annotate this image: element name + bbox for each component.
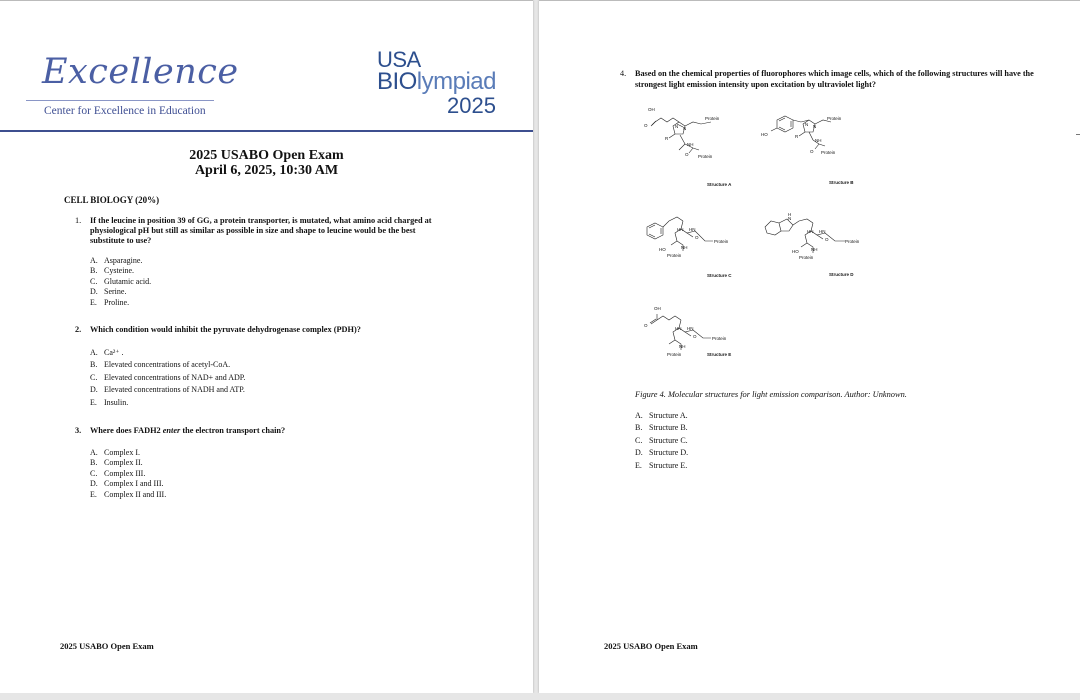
structure-label: Structure E [707,352,732,357]
option-d[interactable] [635,447,688,459]
option-d[interactable] [90,479,450,489]
option-text: Structure E. [649,460,688,470]
option-text: Proline. [104,297,130,307]
option-e[interactable] [90,398,450,408]
atom-label: Protein [667,352,682,357]
atom-label: R [665,136,669,141]
page-footer: 2025 USABO Open Exam [604,641,698,651]
atom-label: HN [675,326,682,331]
atom-label: OH [648,107,655,112]
option-b[interactable] [90,458,450,468]
option-text: Elevated concentrations of acetyl-CoA. [104,360,231,370]
question-3-stem [75,426,450,436]
structure-label: Structure B [829,180,854,185]
option-text: Complex II and III. [104,489,167,499]
structure-e-diagram [639,298,769,378]
atom-label: O [810,149,814,154]
option-letter: E. [635,460,642,470]
atom-label: NH [679,344,686,349]
atom-label: O [644,323,648,328]
question-number: 4. [620,69,627,78]
page-top-rule [539,0,1080,1]
question-3-options [75,448,450,500]
option-letter: C. [90,276,98,286]
atom-label: Protein [705,116,720,121]
atom-label: HO [761,132,768,137]
option-text: Cysteine. [104,266,134,276]
exam-page-1 [0,0,533,693]
option-d[interactable] [90,287,450,297]
option-letter: A. [90,448,98,457]
question-text [90,426,285,436]
atom-label: O [825,237,829,242]
question-4-options [635,410,688,472]
option-text: Serine. [104,287,127,297]
atom-label: Protein [698,154,713,159]
atom-label: NH [815,138,822,143]
atom-label: Protein [712,336,727,341]
atom-label: N [805,122,809,127]
atom-label: NH [687,142,694,147]
option-c[interactable] [90,277,450,287]
option-text: Structure D. [649,448,689,458]
option-letter: C. [635,435,643,445]
question-2-options [75,348,450,408]
option-letter: B. [90,360,98,370]
option-letter: B. [90,266,98,276]
option-e[interactable] [90,298,450,308]
atom-label: N [788,216,792,221]
option-d[interactable] [90,385,450,395]
logo-usa: USA [376,47,421,72]
question-text: Which condition would inhibit the pyruvate dehydrogenase complex (PDH)? [90,325,361,334]
option-letter: D. [635,448,643,458]
option-text: Insulin. [104,397,129,407]
question-2-stem [75,325,450,335]
question-text: If the leucine in position 39 of GG, a protein transporter, is mutated, what amino acid charged at physiological pH but still as similar as possible in size and shape to leucine would be the best substitute to use? [90,216,432,245]
option-a[interactable] [90,256,450,266]
option-e[interactable] [635,460,688,472]
option-text: Structure C. [649,435,688,445]
structure-d-diagram [759,205,889,285]
option-letter: A. [90,348,98,357]
option-letter: E. [90,397,97,407]
logo-bio: BIO [376,68,417,95]
usa-biolympiad-logo [376,47,496,118]
option-e[interactable] [90,490,450,500]
option-c[interactable] [90,469,450,479]
atom-label: Protein [845,239,860,244]
atom-label: O [685,152,689,157]
viewer-background [0,693,1080,700]
atom-label: HN [689,227,696,232]
atom-label: HN [677,227,684,232]
option-b[interactable] [90,360,450,370]
atom-label: Protein [667,253,682,258]
option-text: Ca²⁺ . [104,348,124,357]
exam-date: April 6, 2025, 10:30 AM [194,163,339,178]
option-a[interactable] [635,410,688,422]
question-1 [75,216,450,308]
atom-label: HO [659,247,666,252]
atom-label: N [813,124,817,129]
question-text-part: Where does FADH2 [90,426,163,435]
excellence-logo: Excellence [42,52,239,92]
option-letter: B. [635,423,643,433]
logo-year: 2025 [447,93,496,118]
option-text: Structure B. [649,423,688,433]
option-letter: B. [90,458,98,468]
option-c[interactable] [635,435,688,447]
figure-caption: Figure 4. Molecular structures for light emission comparison. Author: Unknown. [635,390,907,399]
structure-label: Structure D [829,272,854,277]
logo-lympiad: lympiad [416,68,496,95]
option-letter: A. [90,256,98,265]
option-letter: C. [90,468,98,478]
atom-label: HN [807,229,814,234]
option-text: Elevated concentrations of NADH and ATP. [104,385,245,395]
option-text: Glutamic acid. [104,276,152,286]
atom-label: HO [792,249,799,254]
option-a[interactable] [90,448,450,458]
option-letter: C. [90,372,98,382]
question-2 [75,325,450,408]
atom-label: O [644,123,648,128]
atom-label: OH [654,306,661,311]
logo-rule [26,100,214,101]
structure-label: Structure C [707,273,732,278]
option-c[interactable] [90,373,450,383]
option-text: Complex I. [104,448,140,457]
page-top-rule [0,0,533,1]
question-1-options [75,256,450,308]
option-letter: D. [90,479,98,489]
structure-a-diagram [639,100,769,192]
question-text-emphasis: enter [162,426,181,435]
atom-label: HN [687,326,694,331]
atom-label: HN [819,229,826,234]
question-number: 2. [75,325,82,334]
atom-label: Protein [799,255,814,260]
atom-label: NH [811,247,818,252]
question-4-stem [620,68,1040,90]
atom-label: Protein [821,150,836,155]
option-letter: A. [635,411,643,420]
excellence-logo-subtitle: Center for Excellence in Education [44,105,206,117]
option-text: Structure A. [649,411,688,420]
option-letter: E. [90,297,97,307]
question-1-stem [75,216,450,246]
option-a[interactable] [90,348,450,358]
atom-label: O [693,334,697,339]
atom-label: Protein [714,239,729,244]
atom-label: O [695,235,699,240]
option-text: Elevated concentrations of NAD+ and ADP. [104,372,246,382]
atom-label: Protein [827,116,842,121]
atom-label: R [795,134,799,139]
atom-label: N [683,126,687,131]
page-edge-mark [1076,134,1080,135]
question-text-part: the electron transport chain? [180,426,286,435]
structure-label: Structure A [707,182,732,187]
structure-b-diagram [759,100,889,192]
question-text: Based on the chemical properties of fluorophores which image cells, which of the following structures will have the strongest light emission intensity upon excitation by ultraviolet light? [635,69,1034,89]
option-text: Complex II. [104,458,143,468]
exam-title: 2025 USABO Open Exam [189,148,344,163]
atom-label: N [675,124,679,129]
atom-label: H [788,212,792,217]
option-letter: D. [90,287,98,297]
question-3 [75,426,450,500]
structure-c-diagram [639,205,769,285]
header-rule [0,130,533,132]
option-letter: E. [90,489,97,499]
question-number: 3. [75,426,82,435]
option-text: Asparagine. [104,256,143,265]
page-footer: 2025 USABO Open Exam [60,641,154,651]
option-text: Complex I and III. [104,479,164,489]
option-letter: D. [90,385,98,395]
question-number: 1. [75,216,82,225]
option-b[interactable] [90,266,450,276]
section-heading: CELL BIOLOGY (20%) [64,195,160,205]
logo-biolympiad [377,70,496,94]
exam-page-2 [539,0,1080,693]
option-text: Complex III. [104,468,146,478]
option-b[interactable] [635,422,688,434]
atom-label: NH [681,245,688,250]
